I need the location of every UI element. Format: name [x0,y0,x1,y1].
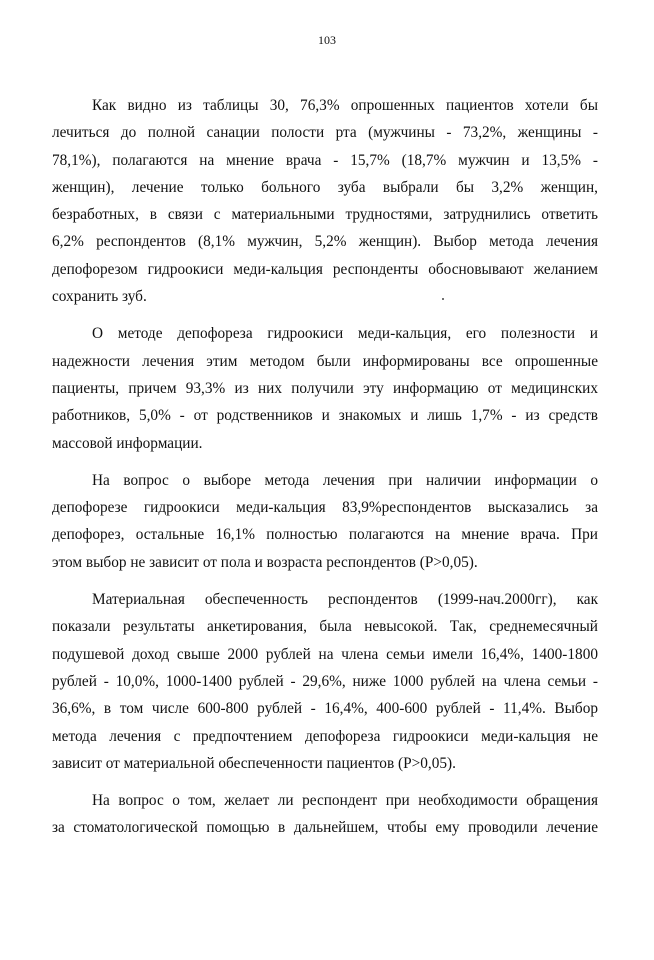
paragraph-5 [52,787,598,842]
body-text [52,92,598,852]
text-line: безработных, в связи с материальными трудностями, затруднились ответить [52,206,598,224]
paragraph-2 [52,320,598,456]
scan-speck [442,298,444,300]
text-line: зависит от материальной обеспеченности пациентов (Р>0,05). [52,754,456,772]
text-line: работников, 5,0% - от родственников и знакомых и лишь 1,7% - из средств [52,407,598,425]
text-line: 36,6%, в том числе 600-800 рублей - 16,4%, 400-600 рублей - 11,4%. Выбор [52,700,598,718]
text-line: Как видно из таблицы 30, 76,3% опрошенных пациентов хотели бы [92,97,598,114]
text-line: 78,1%), полагаются на мнение врача - 15,7% (18,7% мужчин и 13,5% - [52,151,598,169]
text-line: массовой информации. [52,434,203,452]
text-line: На вопрос о том, желает ли респондент при необходимости обращения [92,792,598,810]
text-line: за стоматологической помощью в дальнейшем, чтобы ему проводили лечение [52,819,598,837]
text-line: лечиться до полной санации полости рта (мужчины - 73,2%, женщины - [52,124,598,142]
text-line: депофорезом гидроокиси меди-кальция респонденты обосновывают желанием [52,260,598,278]
text-line: метода лечения с предпочтением депофореза гидроокиси меди-кальция не [52,727,598,745]
text-line: пациенты, причем 93,3% из них получили эту информацию от медицинских [52,379,598,397]
page-number: 103 [318,33,336,47]
text-line: показали результаты анкетирования, была невысокой. Так, среднемесячный [52,618,598,636]
text-line: сохранить зуб. [52,288,147,306]
text-line: депофорез, остальные 16,1% полностью полагаются на мнение врача. При [52,526,598,544]
text-line: рублей - 10,0%, 1000-1400 рублей - 29,6%, ниже 1000 рублей на члена семьи - [52,672,598,690]
paragraph-4 [52,586,598,777]
text-line: Материальная обеспеченность респондентов (1999-нач.2000гг), как [92,591,598,609]
text-line: этом выбор не зависит от пола и возраста респондентов (Р>0,05). [52,553,478,571]
text-line: депофорезе гидроокиси меди-кальция 83,9%респондентов высказались за [52,499,598,517]
text-line: подушевой доход свыше 2000 рублей на члена семьи имели 16,4%, 1400-1800 [52,645,598,663]
text-line: надежности лечения этим методом были информированы все опрошенные [52,352,598,370]
text-line: О методе депофореза гидроокиси меди-кальция, его полезности и [92,325,598,343]
paragraph-3 [52,467,598,576]
paragraph-1 [52,92,598,310]
text-line: На вопрос о выборе метода лечения при наличии информации о [92,471,598,489]
text-line: 6,2% респондентов (8,1% мужчин, 5,2% женщин). Выбор метода лечения [52,233,598,251]
text-line: женщин), лечение только больного зуба выбрали бы 3,2% женщин, [52,178,598,196]
